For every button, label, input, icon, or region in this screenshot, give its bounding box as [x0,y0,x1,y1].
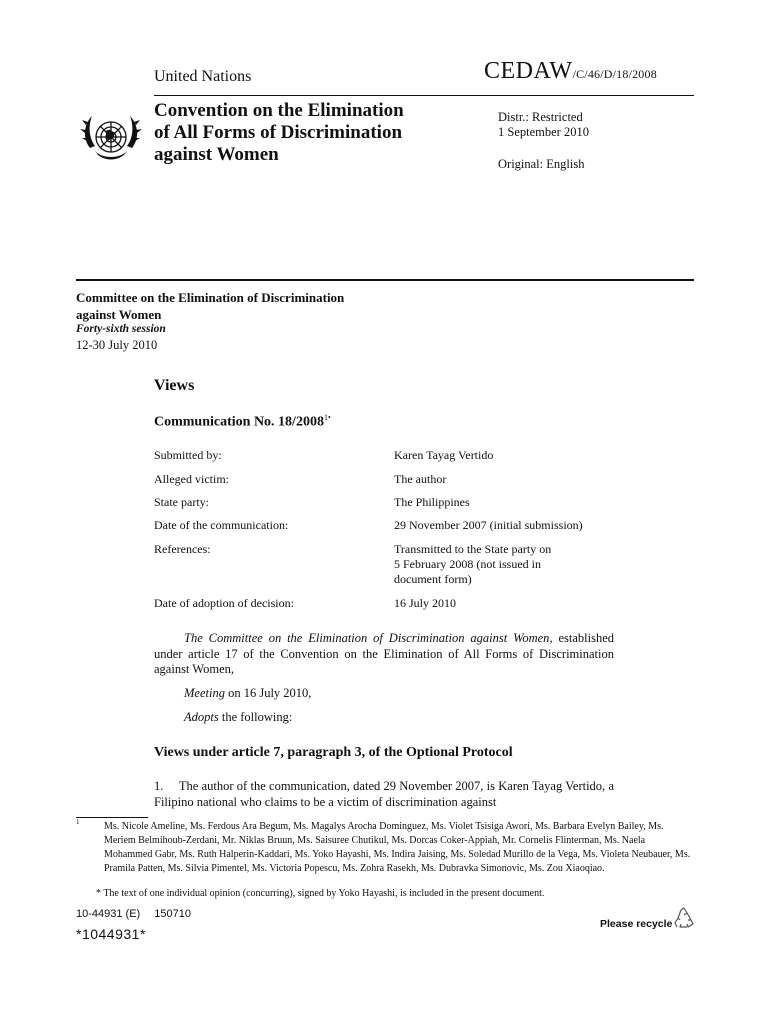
convention-title [154,100,454,166]
meta-label: Date of the communication: [154,518,289,532]
committee-name [76,289,436,323]
title-line: against Women [154,144,279,165]
footnote-opinion: * The text of one individual opinion (concurring), signed by Yoko Hayashi, is included in the present document. [96,888,545,899]
session-dates: 12-30 July 2010 [76,338,158,352]
distribution-status: Distr.: Restricted [498,110,583,124]
footnote-members: Ms. Nicole Ameline, Ms. Ferdous Ara Begum, Ms. Magalys Arocha Dominguez, Ms. Violet Tsisiga Awori, Ms. Barbara Evelyn Bailey, Ms. Meriem Belmihoub-Zerdani, Mr. Niklas Bruun, Ms. Saisuree Chutikul, Ms. Dorcas Coker-Appiah, Mr. Cornelis Flinterman, Ms. Naela Mohammed Gabr, Ms. Ruth Halperin-Kaddari, Ms. Yoko Hayashi, Ms. Indira Jaising, Ms. Soledad Murillo de la Vega, Ms. Violeta Neubauer, Ms. Pramila Patten, Ms. Silvia Pimentel, Ms. Victoria Popescu, Ms. Zohra Rasekh, Ms. Dubravka Simonovic, Ms. Zou Xiaoqiao. [104,821,691,874]
communication-number: Communication No. 18/2008 [154,414,324,430]
meta-value: The Philippines [394,495,470,509]
title-line: Convention on the Elimination [154,100,404,121]
communication-heading [154,413,331,431]
committee-italic: The Committee on the Elimination of Discrimination against Women [184,631,550,645]
meeting-italic: Meeting [184,686,225,700]
footnote-marks: 1• [323,413,331,422]
meta-label: Submitted by: [154,448,222,462]
meta-value: 29 November 2007 (initial submission) [394,518,583,532]
job-number: 10-44931 (E) 150710 [76,908,191,920]
meta-label: Date of adoption of decision: [154,596,294,610]
barcode-text: *1044931* [76,926,146,942]
committee-name-line: Committee on the Elimination of Discrimination [76,290,345,305]
meta-value: Transmitted to the State party on 5 February 2008 (not issued in document form) [394,542,552,586]
article-heading: Views under article 7, paragraph 3, of the Optional Protocol [154,745,513,760]
recycle-icon [672,906,696,930]
document-date: 1 September 2010 [498,125,589,139]
committee-name-line: against Women [76,307,162,322]
meta-value: The author [394,472,447,486]
adopts-line [184,710,292,725]
footnote-rule [76,817,148,818]
meta-value: 16 July 2010 [394,596,457,610]
symbol-main: CEDAW [484,58,573,84]
meta-value: Karen Tayag Vertido [394,448,494,462]
section-rule [76,279,694,281]
recycle-label: Please recycle [600,918,673,930]
preamble-text: , established under article 17 of the Convention on the Elimination of All Forms of Discrimination against Women, [154,631,614,676]
meeting-line [184,686,311,701]
meta-label: State party: [154,495,209,509]
session-label: Forty-sixth session [76,323,166,335]
adopts-italic: Adopts [184,710,219,724]
adopts-text: the following: [218,710,293,724]
document-symbol [484,58,657,85]
org-name: United Nations [154,68,252,85]
views-heading: Views [154,377,195,394]
preamble-paragraph [154,631,614,678]
header-rule [154,95,694,96]
paragraph-1: 1. The author of the communication, dated 29 November 2007, is Karen Tayag Vertido, a Filipino national who claims to be a victim of discrimination against [154,779,614,809]
meeting-text: on 16 July 2010, [224,686,312,700]
footnote-mark: 1 [76,818,80,826]
meta-label: References: [154,542,211,556]
original-language: Original: English [498,157,585,171]
meta-label: Alleged victim: [154,472,229,486]
un-emblem-icon [76,104,146,174]
title-line: of All Forms of Discrimination [154,122,403,143]
distribution-block [498,110,589,140]
symbol-suffix: /C/46/D/18/2008 [572,67,657,81]
